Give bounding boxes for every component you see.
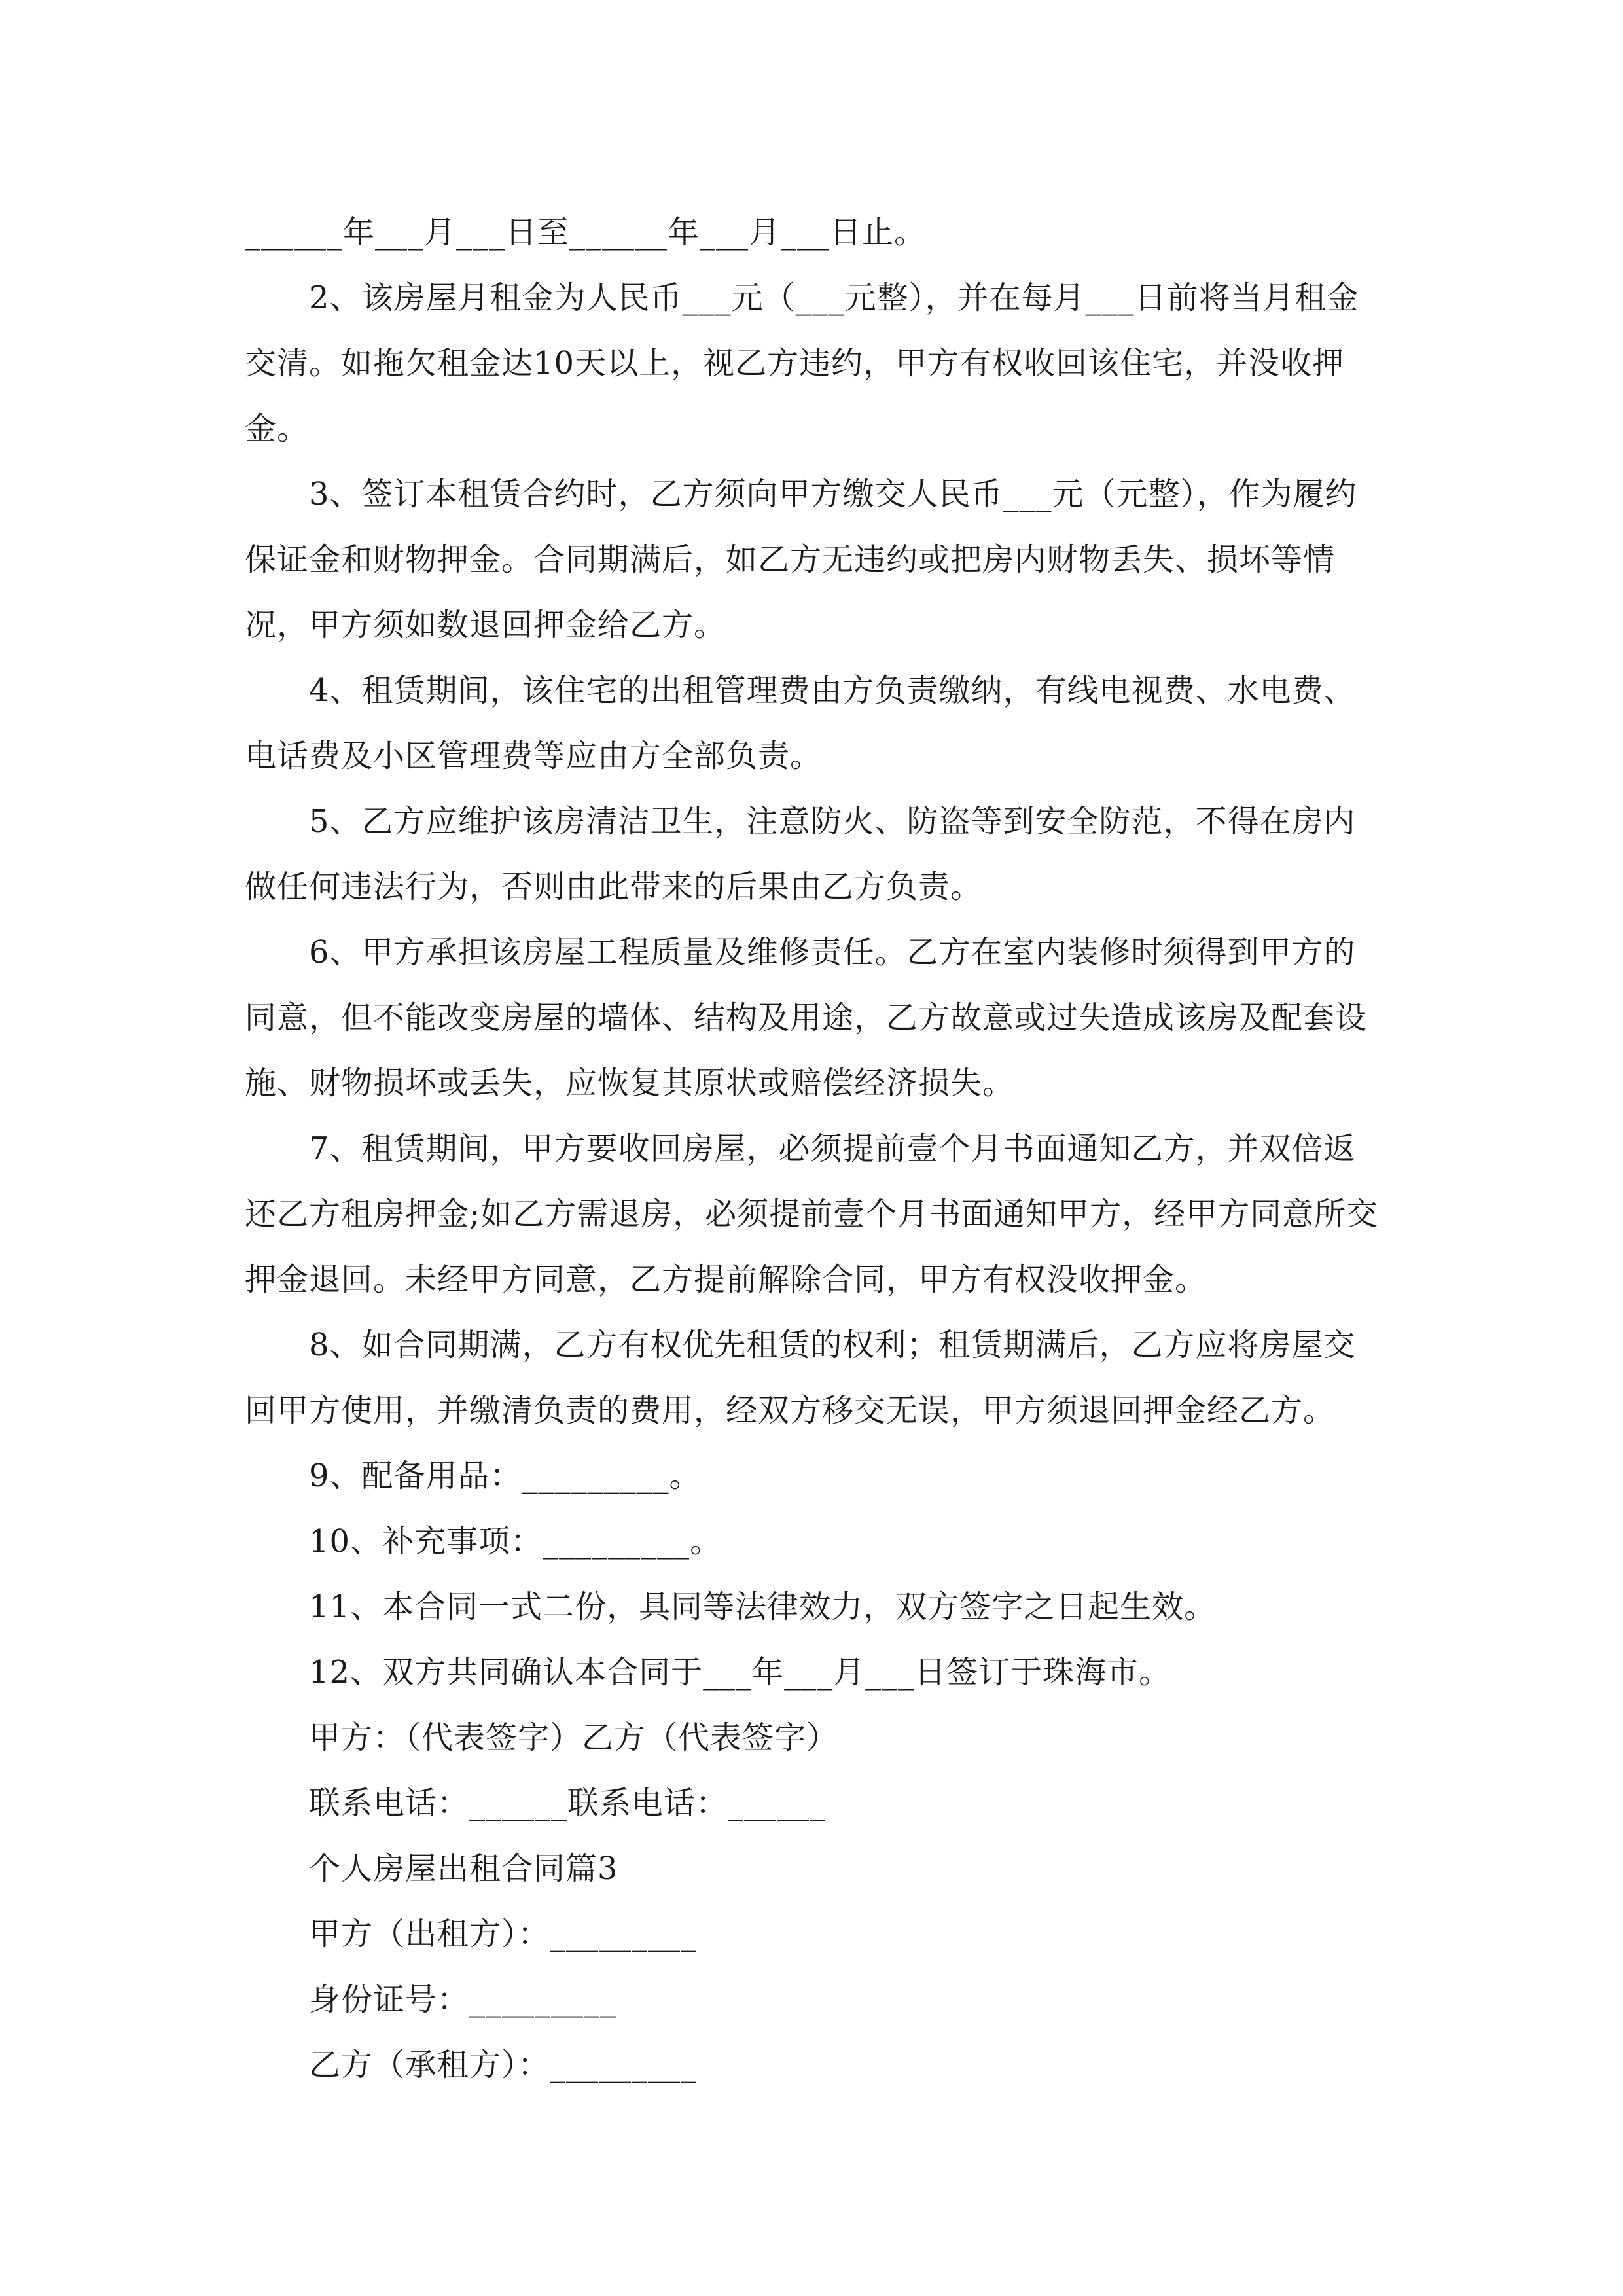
party-a-field: 甲方（出租方）：_________ <box>309 1916 698 1952</box>
clause-5-maintenance: 5、乙方应维护该房清洁卫生，注意防火、防盗等到安全防范，不得在房内做任何违法行为，否则由此带来的后果由乙方负责。 <box>245 803 1356 905</box>
clause-10-supplementary: 10、补充事项：_________。 <box>309 1523 722 1560</box>
clause-2-rent: 2、该房屋月租金为人民币___元（___元整），并在每月___日前将当月租金交清。如拖欠租金达10天以上，视乙方违约，甲方有权收回该住宅，并没收押金。 <box>245 279 1359 447</box>
clause-8-renewal: 8、如合同期满，乙方有权优先租赁的权利；租赁期满后，乙方应将房屋交回甲方使用，并缴清负责的费用，经双方移交无误，甲方须退回押金经乙方。 <box>245 1327 1356 1429</box>
clause-7-termination: 7、租赁期间，甲方要收回房屋，必须提前壹个月书面通知乙方，并双倍返还乙方租房押金;如乙方需退房，必须提前壹个月书面通知甲方，经甲方同意所交押金退回。未经甲方同意，乙方提前解除合同，甲方有权没收押金。 <box>245 1130 1379 1298</box>
contact-phone-line: 联系电话：______联系电话：______ <box>309 1785 827 1821</box>
clause-12-signing-date: 12、双方共同确认本合同于___年___月___日签订于珠海市。 <box>309 1654 1171 1691</box>
clause-11-copies: 11、本合同一式二份，具同等法律效力，双方签字之日起生效。 <box>309 1588 1217 1625</box>
clause-3-deposit: 3、签订本租赁合约时，乙方须向甲方缴交人民币___元（元整），作为履约保证金和财物押金。合同期满后，如乙方无违约或把房内财物丢失、损坏等情况，甲方须如数退回押金给乙方。 <box>245 476 1357 643</box>
clause-4-fees: 4、租赁期间，该住宅的出租管理费由方负责缴纳，有线电视费、水电费、电话费及小区管理费等应由方全部负责。 <box>245 672 1356 774</box>
section-heading: 个人房屋出租合同篇3 <box>309 1850 618 1887</box>
party-b-field: 乙方（承租方）：_________ <box>309 2047 698 2083</box>
document-body <box>245 200 1383 2098</box>
signature-line: 甲方：（代表签字）乙方（代表签字） <box>309 1719 839 1756</box>
id-number-field: 身份证号：_________ <box>309 1981 617 2018</box>
clause-6-repairs: 6、甲方承担该房屋工程质量及维修责任。乙方在室内装修时须得到甲方的同意，但不能改变房屋的墙体、结构及用途，乙方故意或过失造成该房及配套设施、财物损坏或丢失，应恢复其原状或赔偿经济损失。 <box>245 934 1368 1102</box>
clause-9-supplies: 9、配备用品：_________。 <box>309 1458 702 1494</box>
date-range-line: ______年___月___日至______年___月___日止。 <box>245 214 927 251</box>
